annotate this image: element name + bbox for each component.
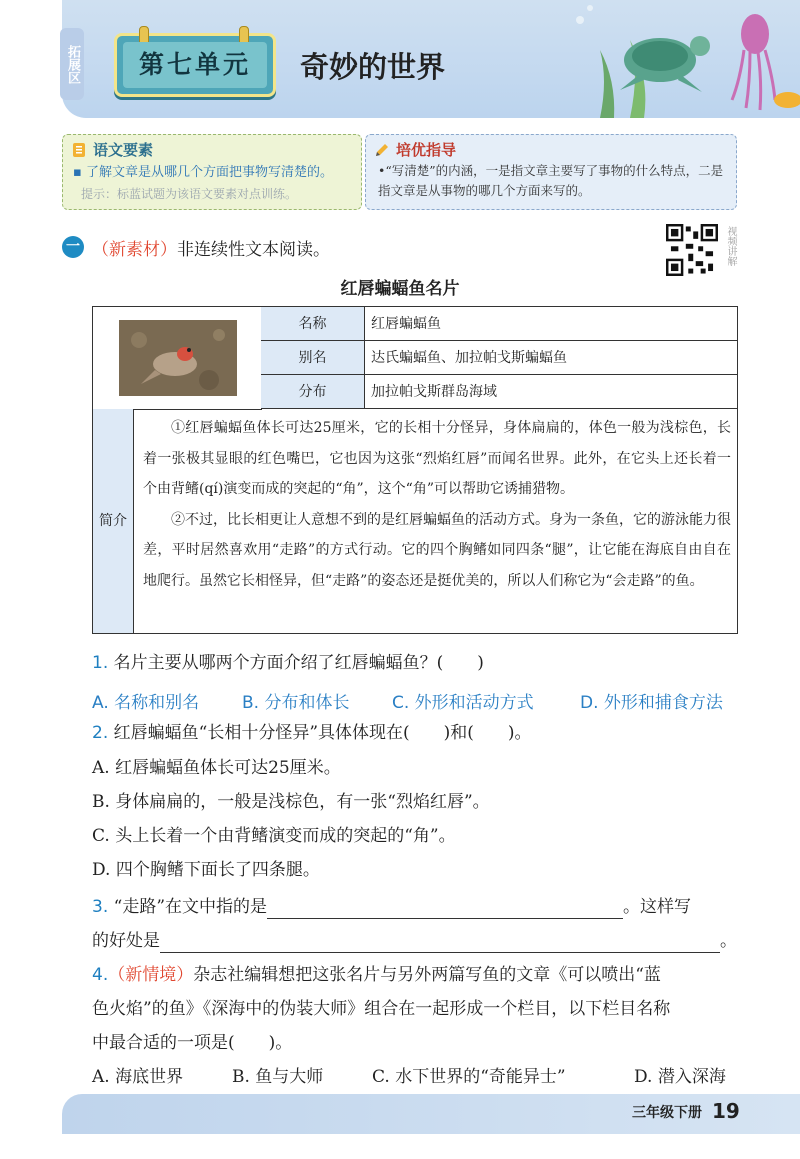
question-text: 名片主要从哪两个方面介绍了红唇蝙蝠鱼？( ): [113, 653, 484, 673]
option-d[interactable]: D. 外形和捕食方法: [580, 693, 723, 713]
guidance-text: •“写清楚”的内涵，一是指文章主要写了事物的什么特点，二是指文章是从事物的哪几个方面来写的。: [378, 163, 724, 198]
question-3: 3. “走路”在文中指的是 。这样写: [92, 897, 692, 917]
batfish-photo-icon: [119, 320, 237, 396]
section-tag: （新素材）: [92, 240, 177, 260]
option-c[interactable]: C. 水下世界的“奇能异士”: [372, 1067, 566, 1087]
intro-paragraph-2: ②不过，比长相更让人意想不到的是红唇蝙蝠鱼的活动方式。身为一条鱼，它的游泳能力很差，平时居然喜欢用“走路”的方式行动。它的四个胸鳍如同四条“腿”，让它能在海底自由自在地爬行。虽然它长相怪异，但“走路”的姿态还是挺优美的，所以人们称它为“会走路”的鱼。: [143, 511, 731, 589]
guidance-title: 培优指导: [396, 141, 457, 159]
photo-cell: [93, 307, 262, 410]
option-c[interactable]: C. 头上长着一个由背鳍演变而成的突起的“角”。: [92, 826, 456, 846]
guidance-box: [365, 134, 737, 210]
grade-label: 三年级下册: [632, 1105, 702, 1121]
pencil-icon: [374, 142, 390, 158]
row-label-distribution: 分布: [261, 375, 365, 409]
card-title: 红唇蝙蝠鱼名片: [340, 279, 460, 299]
section-number: 一: [62, 236, 84, 258]
question-number: 2.: [92, 723, 109, 743]
question-1: [92, 651, 484, 675]
qr-caption: 视频讲解: [725, 226, 736, 266]
question-number: 3.: [92, 897, 109, 917]
language-element-box: [62, 134, 362, 210]
question-number: 1.: [92, 653, 109, 673]
fish-card-table: [92, 306, 738, 634]
option-a[interactable]: A. 名称和别名: [92, 693, 200, 713]
option-d[interactable]: D. 潜入深海: [634, 1067, 726, 1087]
intro-label: 简介: [93, 409, 134, 633]
sea-illustration-icon: [560, 0, 800, 118]
question-tag: （新情境）: [108, 965, 194, 985]
option-b[interactable]: B. 身体扁扁的，一般是浅棕色，有一张“烈焰红唇”。: [92, 792, 490, 812]
question-4-line-2: 色火焰”的鱼》《深海中的伪装大师》组合在一起形成一个栏目，以下栏目名称: [92, 999, 671, 1019]
unit-title: 奇妙的世界: [300, 50, 446, 84]
page-number: 19: [712, 1099, 740, 1123]
row-label-alias: 别名: [261, 341, 365, 375]
qr-code-icon[interactable]: [666, 224, 718, 276]
answer-blank[interactable]: [160, 934, 720, 953]
question-number: 4.: [92, 965, 109, 985]
side-tab: 拓展区: [60, 28, 84, 100]
question-4-line-3: 中最合适的一项是( )。: [92, 1033, 293, 1053]
intro-paragraph-1: ①红唇蝙蝠鱼体长可达25厘米，它的长相十分怪异，身体扁扁的，体色一般为浅棕色，长着一张极其显眼的红色嘴巴，它也因为这张“烈焰红唇”而闻名世界。此外，在它头上还长着一个由背鳍(qí)演变而成的突起的“角”，这个“角”可以帮助它诱捕猎物。: [143, 420, 731, 497]
row-value-name: 红唇蝙蝠鱼: [365, 307, 737, 341]
section-heading: [92, 235, 330, 260]
row-value-distribution: 加拉帕戈斯群岛海域: [365, 375, 737, 409]
section-title: 非连续性文本阅读。: [177, 240, 330, 260]
unit-label: 第七单元: [123, 42, 267, 88]
question-4: 4.（新情境）杂志社编辑想把这张名片与另外两篇写鱼的文章《可以喷出“蓝: [92, 965, 661, 985]
question-3-line-2: 的好处是 。: [92, 931, 737, 951]
note-icon: [71, 142, 87, 158]
question-2: [92, 721, 532, 745]
option-d[interactable]: D. 四个胸鳍下面长了四条腿。: [92, 860, 320, 880]
row-label-name: 名称: [261, 307, 365, 341]
option-a[interactable]: A. 海底世界: [92, 1067, 184, 1087]
unit-badge: [114, 33, 276, 97]
intro-text: [143, 413, 731, 596]
question-text: 红唇蝙蝠鱼“长相十分怪异”具体体现在( )和( )。: [113, 723, 532, 743]
answer-blank[interactable]: [267, 900, 623, 919]
option-a[interactable]: A. 红唇蝙蝠鱼体长可达25厘米。: [92, 758, 341, 778]
option-c[interactable]: C. 外形和活动方式: [392, 693, 534, 713]
language-element-hint: 提示：标蓝试题为该语文要素对点训练。: [81, 187, 298, 201]
row-value-alias: 达氏蝙蝠鱼、加拉帕戈斯蝙蝠鱼: [365, 341, 737, 375]
option-b[interactable]: B. 鱼与大师: [232, 1067, 324, 1087]
language-element-title: 语文要素: [93, 141, 154, 159]
option-b[interactable]: B. 分布和体长: [242, 693, 350, 713]
language-element-point: ▪ 了解文章是从哪几个方面把事物写清楚的。: [73, 165, 333, 180]
